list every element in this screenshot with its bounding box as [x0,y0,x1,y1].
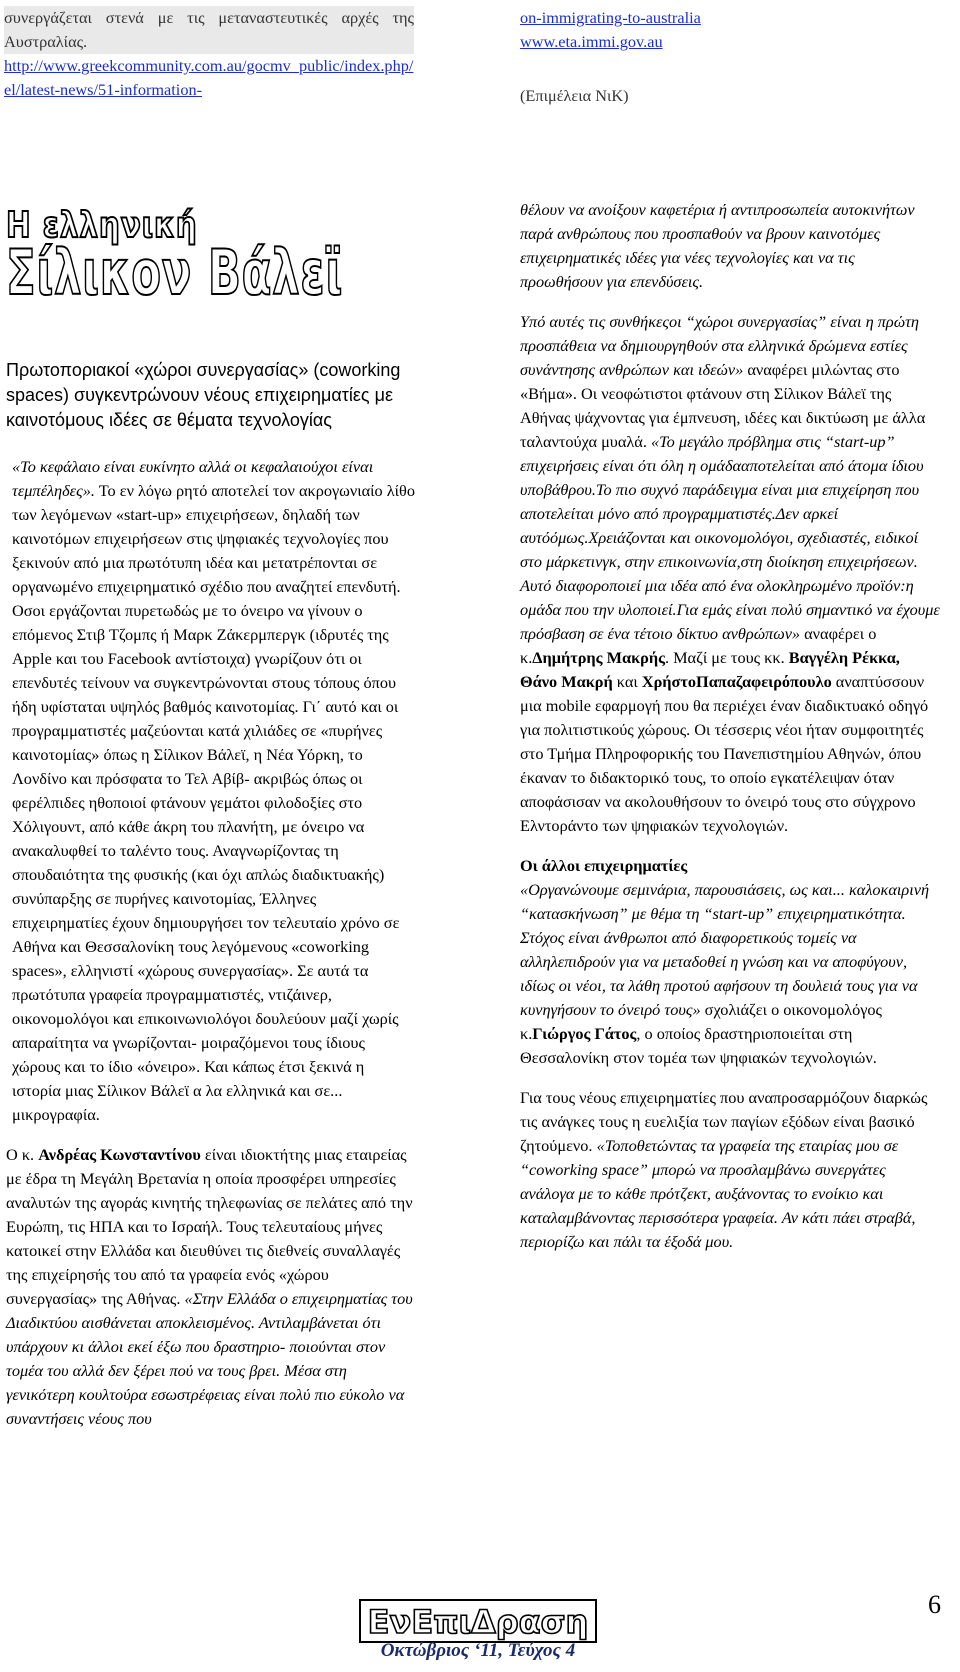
immigration-link[interactable]: on-immigrating-to-australia [520,8,701,27]
page-number: 6 [928,1590,941,1619]
right-paragraph-2 [520,310,940,838]
right-paragraph-4 [520,1086,940,1254]
right-paragraph-3 [520,878,940,1070]
right-p3-text-1: σχολιάζει ο οικονομολόγος κ. [520,1000,882,1043]
left-p1-body: Το εν λόγω ρητό αποτελεί τον ακρογωνιαίο λίθο των λεγόμενων «start-up» επιχειρήσεων, δηλαδή των καινοτόμων επιχειρήσεων στις ψηφιακές τεχνολογίες που ξεκινούν από μια πρωτότυπη ιδέα και μετατρέπονται σε οργανωμένο επιχειρηματικό σχέδιο που αναζητεί επενδυτή. Οσοι εργάζονται πυρετωδώς με το όνειρο να γίνουν ο επόμενος Στιβ Τζομπς ή Μαρκ Ζάκερμπεργκ (ιδρυτές της Apple και του Facebook αντίστοιχα) γνωρίζουν ότι οι επενδυτές τείνουν να συγκεντρώνονται στους τόπους όπου ήδη υφίσταται υψηλός βαθμός καινοτομίας. Γι΄ αυτό και οι προγραμματιστές μαζεύονται κατά χιλιάδες σε «πυρήνες καινοτομίας» όπως η Σίλικον Βάλεϊ, η Νέα Υόρκη, το Λονδίνο και πρόσφατα το Τελ Αβίβ- ακριβώς όπως οι φερέλπιδες ηθοποιοί φτάνουν γεμάτοι φιλοδοξίες στο Χόλιγουντ, από κάθε άκρη του πλανήτη, με όνειρο να ανακαλυφθεί το ταλέντο τους. Αναγνωρίζοντας τη σπουδαιότητα της φυσικής (και όχι απλώς διαδικτυακής) συνύπαρξης σε πυρήνες καινοτομίας, Έλληνες επιχειρηματίες έχουν δημιουργήσει τον τελευταίο χρόνο σε Αθήνα και Θεσσαλονίκη τους λεγόμενους «coworking spaces», ελληνιστί «χώρους συνεργασίας». Σε αυτά τα πρωτότυπα γραφεία προγραμματιστές, ντιζάινερ, οικονομολόγοι και επικοινωνιολόγοι δουλεύουν μαζί χωρίς απαραίτητα να γνωρίζονται- μοιραζόμενοι τους ίδιους χώρους και το ίδιο «όνειρο». Και κάπως έτσι ξεκινά η ιστορία μιας Σίλικον Βάλεϊ α λα ελληνικά και σε... μικρογραφία. [12,481,415,1124]
top-left-text: συνεργάζεται στενά με τις μεταναστευτικές αρχές της Αυστραλίας. [4,6,414,54]
left-paragraph-2 [6,1143,416,1431]
person-names-rekkas-makris: Βαγγέλη Ρέκκα, Θάνο Μακρή [520,648,900,691]
right-p2-text-5: αναπτύσσουν μια mobile εφαρμογή που θα περιέχει έναν διαδικτυακό οδηγό για πολιτιστικούς χώρους. Οι τέσσερις νέοι ήταν συμφοιτητές στο Τμήμα Πληροφορικής του Πανεπιστημίου Αθηνών, όπου έκαναν το διδακτορικό τους, το οποίο εγκατέλειψαν όταν αποφάσισαν να ακολουθήσουν το όνειρό τους στο σύγχρονο Ελντοράντο των ψηφιακών τεχνολογιών. [520,672,929,835]
left-column [6,340,416,1431]
person-name-papazafeiropoulos: ΧρήστοΠαπαζαφειρόπουλο [641,672,832,691]
left-p2-quote: «Στην Ελλάδα ο επιχειρηματίας του Διαδικτύου αισθάνεται αποκλεισμένος. Αντιλαμβάνεται ότι υπάρχουν κι άλλοι εκεί έξω που δραστηριο- ποιούνται στον τομέα του αλλά δεν ξέρει πού να τους βρει. Μέσα στη γενικότερη κουλτούρα εσωστρέφειας είναι πολύ πιο εύκολο να συναντήσεις νέους που [6,1289,413,1428]
headline-line-1: Η ελληνική [6,205,198,246]
right-p2-quote-1: Υπό αυτές τις συνθήκεςοι “χώροι συνεργασίας” είναι η πρώτη προσπάθεια να δημιουργηθούν στα ελληνικά δρώμενα εστίες συνάντησης ανθρώπων και ιδεών» [520,312,919,379]
editor-credit: (Επιμέλεια ΝιΚ) [520,86,629,105]
right-p4-quote: «Τοποθετώντας τα γραφεία της εταιρίας μου σε “coworking space” μπορώ να προσλαμβάνω συνεργάτες ανάλογα με το κάθε πρότζεκτ, αυξάνοντας το ενοίκιο και καταλαμβάνοντας περισσότερα γραφεία. Αν κάτι πάει στραβά, περιορίζω και πάλι τα έξοδά μου. [520,1136,916,1251]
headline-line-2: Σίλικον Βάλεϊ [6,236,343,309]
right-p4-text: Για τους νέους επιχειρηματίες που αναπροσαρμόζουν διαρκώς τις ανάγκες τους η ευελιξία των παγίων εξόδων είναι βασικό ζητούμενο. [520,1088,928,1155]
left-p2-pre: Ο κ. [6,1145,39,1164]
greek-community-link[interactable]: http://www.greekcommunity.com.au/gocmv_public/index.php/el/latest-news/51-information- [4,56,414,99]
right-p2-text-1: αναφέρει μιλώντας στο «Βήμα». Οι νεοφώτιστοι φτάνουν στη Σίλικον Βάλεϊ της Αθήνας ψάχνοντας για έμπνευση, ιδέες και δικτύωση με άλλα ταλαντούχα μυαλά. [520,360,926,451]
left-p2-body: είναι ιδιοκτήτης μιας εταιρείας με έδρα τη Μεγάλη Βρετανία η οποία προσφέρει υπηρεσίες αναλυτών της αγοράς κινητής τηλεφωνίας σε πελάτες από την Ευρώπη, τις ΗΠΑ και το Ισραήλ. Τους τελευταίους μήνες κατοικεί στην Ελλάδα και διευθύνει τις διεθνείς συναλλαγές της επιχείρησής του από τα γραφεία ενός «χώρου συνεργασίας» της Αθήνας. [6,1145,413,1308]
person-name-konstantinou: Ανδρέας Κωνσταντίνου [38,1145,201,1164]
article-subheading: Πρωτοποριακοί «χώροι συνεργασίας» (coworking spaces) συγκεντρώνουν νέους επιχειρηματίες με καινοτόμους ιδέες σε θέματα τεχνολογίας [6,360,401,430]
section-title: Οι άλλοι επιχειρηματίες [520,856,688,875]
top-left-snippet [4,6,414,102]
right-paragraph-1: θέλουν να ανοίξουν καφετέρια ή αντιπροσωπεία αυτοκινήτων παρά ανθρώπους που προσπαθούν να βρουν καινοτόμες επιχειρηματικές ιδέες για νέες τεχνολογίες και να τις προωθήσουν για επενδύσεις. [520,200,915,291]
left-paragraph-1 [6,455,416,1127]
right-p2-text-2: αναφέρει ο κ. [520,624,877,667]
right-p2-text-4: και [612,672,642,691]
opening-quote: «Το κεφάλαιο είναι ευκίνητο αλλά οι κεφαλαιούχοι είναι τεμπέληδες». [12,457,374,500]
right-column [520,198,940,1254]
person-name-makris: Δημήτρης Μακρής [532,648,665,667]
right-p2-quote-2: «Το μεγάλο πρόβλημα στις “start-up” επιχειρήσεις είναι ότι όλη η ομάδααποτελείται από άτομα ίδιου υποβάθρου.Το πιο συχνό παράδειγμα είναι μια επιχείρηση που αποτελείται μόνο από προγραμματιστές.Δεν αρκεί αυτόόμως.Χρειάζονται και οικονομολόγοι, σχεδιαστές, ειδικοί στο μάρκετινγκ, στην επικοινωνία,στη διοίκηση επιχειρήσεων. Αυτό διαφοροποιεί μια ιδέα από ένα ολοκληρωμένο προϊόν:η ομάδα που την υλοποιεί.Για εμάς είναι πολύ σημαντικό να έχουμε πρόσβαση σε ένα τέτοιο δίκτυο ανθρώπων» [520,432,940,643]
right-p3-quote: «Οργανώνουμε σεμινάρια, παρουσιάσεις, ως και... καλοκαιρινή “κατασκήνωση” με θέμα τη “start-up” επιχειρηματικότητα. Στόχος είναι άνθρωποι από διαφορετικούς τομείς να αλληλεπιδρούν για να μεταδοθεί η γνώση και να αποφύγουν, ιδίως οι νέοι, τα λάθη προτού αφήσουν τη δουλειά τους για να κυνηγήσουν το όνειρό τους» [520,880,930,1019]
issue-date: Οκτώβριος ‘11, Τεύχος 4 [380,1640,576,1661]
article-headline [6,205,487,309]
right-p3-text-2: , ο οποίος δραστηριοποιείται στη Θεσσαλονίκη στον τομέα των ψηφιακών τεχνολογιών. [520,1024,877,1067]
logo-text: ΕνΕπιΔραση [367,1603,589,1641]
person-name-gatos: Γιώργος Γάτος [532,1024,637,1043]
right-p2-text-3: . Μαζί με τους κκ. [664,648,789,667]
eta-link[interactable]: www.eta.immi.gov.au [520,32,663,51]
top-right-snippet [520,6,940,108]
